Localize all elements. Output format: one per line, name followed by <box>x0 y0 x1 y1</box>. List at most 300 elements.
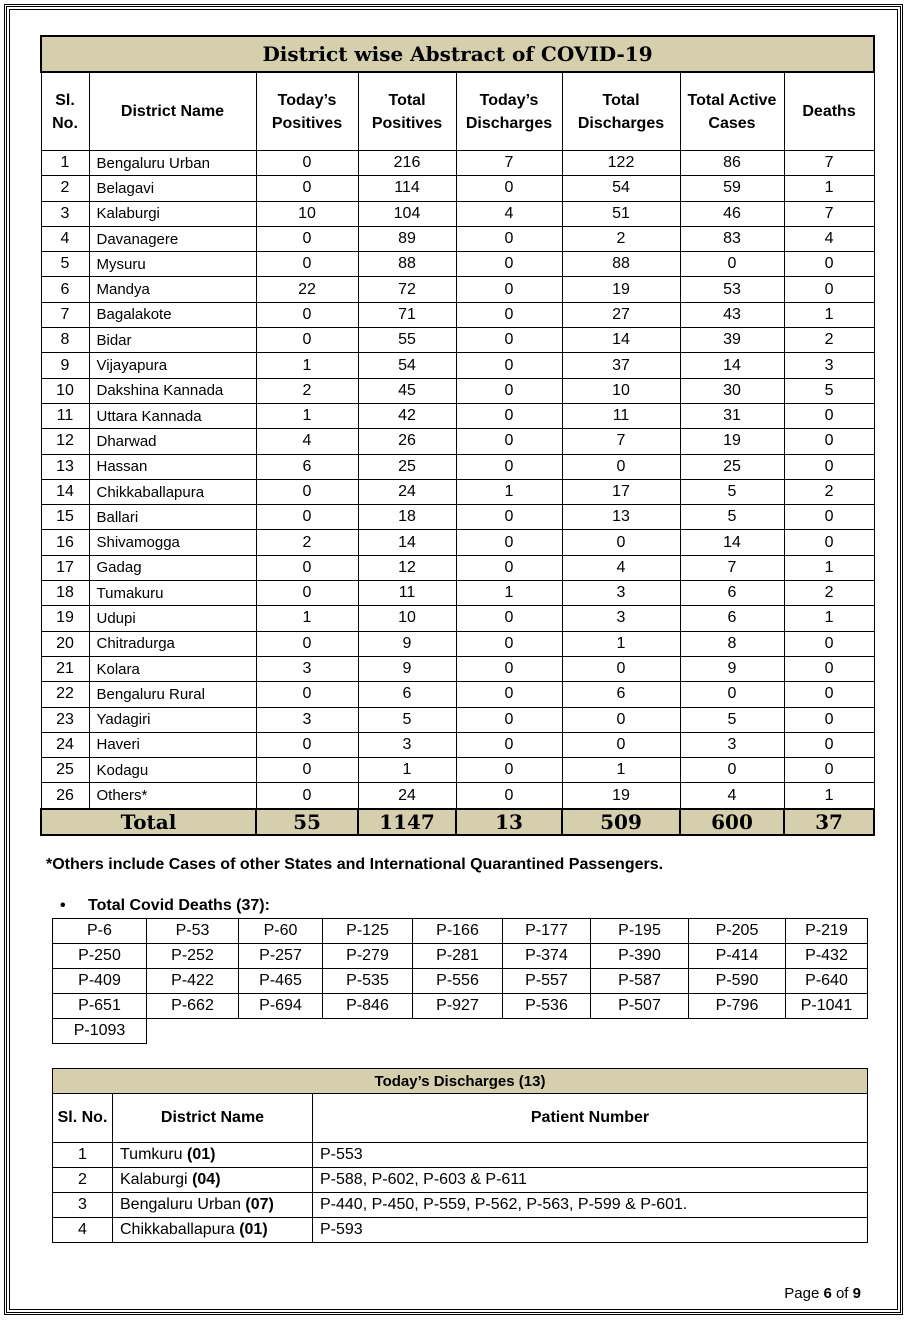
cell-total-discharges: 0 <box>562 732 680 757</box>
cell-total-discharges: 3 <box>562 606 680 631</box>
cell-active-cases: 14 <box>680 530 784 555</box>
cell-deaths: 1 <box>784 176 874 201</box>
cell-total-discharges: 54 <box>562 176 680 201</box>
cell-sl: 10 <box>41 378 89 403</box>
deaths-row <box>53 944 868 969</box>
death-patient-id: P-205 <box>689 919 786 944</box>
cell-todays-positives: 2 <box>256 530 358 555</box>
cell-todays-positives: 0 <box>256 732 358 757</box>
cell-district: Dharwad <box>89 429 256 454</box>
district-name: Kalaburgi <box>120 1171 188 1188</box>
cell-todays-discharges: 0 <box>456 631 562 656</box>
cell-total-positives: 9 <box>358 656 456 681</box>
cell-deaths: 0 <box>784 505 874 530</box>
cell-deaths: 0 <box>784 707 874 732</box>
footnote: *Others include Cases of other States and International Quarantined Passengers. <box>46 856 664 873</box>
cell-total-positives: 216 <box>358 151 456 176</box>
death-patient-id: P-166 <box>413 919 503 944</box>
cell-todays-positives: 1 <box>256 353 358 378</box>
death-patient-id: P-374 <box>503 944 591 969</box>
cell-todays-discharges: 0 <box>456 252 562 277</box>
table-row <box>41 454 874 479</box>
cell-todays-positives: 2 <box>256 378 358 403</box>
cell-deaths: 0 <box>784 252 874 277</box>
cell-deaths: 3 <box>784 353 874 378</box>
cell-patients: P-553 <box>313 1143 868 1168</box>
cell-district: Udupi <box>89 606 256 631</box>
cell-deaths: 0 <box>784 454 874 479</box>
cell-sl: 26 <box>41 783 89 809</box>
table-title: District wise Abstract of COVID-19 <box>41 36 874 72</box>
cell-deaths: 0 <box>784 682 874 707</box>
cell-sl: 2 <box>41 176 89 201</box>
cell-todays-discharges: 0 <box>456 707 562 732</box>
cell-district: Yadagiri <box>89 707 256 732</box>
total-row <box>41 809 874 835</box>
cell-deaths: 2 <box>784 581 874 606</box>
cell-deaths: 7 <box>784 151 874 176</box>
cell-active-cases: 0 <box>680 758 784 783</box>
table-row <box>41 378 874 403</box>
cell-total-discharges: 19 <box>562 783 680 809</box>
table-row <box>41 555 874 580</box>
cell-deaths: 0 <box>784 758 874 783</box>
death-patient-id: P-1041 <box>786 994 868 1019</box>
district-abstract-table <box>40 35 875 836</box>
cell-total-positives: 10 <box>358 606 456 631</box>
cell-active-cases: 25 <box>680 454 784 479</box>
cell-todays-discharges: 0 <box>456 505 562 530</box>
cell-todays-positives: 0 <box>256 226 358 251</box>
total-todays-positives: 55 <box>256 809 358 835</box>
cell-district: Bagalakote <box>89 302 256 327</box>
cell-todays-positives: 0 <box>256 783 358 809</box>
table-row <box>41 429 874 454</box>
table-row <box>41 403 874 428</box>
table-row <box>41 252 874 277</box>
deaths-table <box>52 918 868 1044</box>
col-header-total-discharges: Total Discharges <box>562 72 680 151</box>
cell-todays-discharges: 0 <box>456 403 562 428</box>
deaths-row <box>53 1019 868 1044</box>
cell-sl: 17 <box>41 555 89 580</box>
cell-total-discharges: 1 <box>562 631 680 656</box>
cell-active-cases: 46 <box>680 201 784 226</box>
death-patient-id: P-557 <box>503 969 591 994</box>
cell-total-positives: 6 <box>358 682 456 707</box>
cell-deaths: 7 <box>784 201 874 226</box>
page-sep: of <box>831 1285 853 1302</box>
death-patient-id: P-390 <box>591 944 689 969</box>
cell-district: Mandya <box>89 277 256 302</box>
cell-sl: 4 <box>53 1218 113 1243</box>
cell-district: Gadag <box>89 555 256 580</box>
cell-active-cases: 7 <box>680 555 784 580</box>
cell-total-discharges: 4 <box>562 555 680 580</box>
empty-cell <box>689 1019 786 1044</box>
death-patient-id: P-927 <box>413 994 503 1019</box>
cell-sl: 3 <box>41 201 89 226</box>
col-header-total-positives: Total Positives <box>358 72 456 151</box>
cell-active-cases: 3 <box>680 732 784 757</box>
table-row <box>41 707 874 732</box>
cell-sl: 3 <box>53 1193 113 1218</box>
cell-todays-positives: 22 <box>256 277 358 302</box>
cell-total-positives: 14 <box>358 530 456 555</box>
cell-todays-discharges: 1 <box>456 581 562 606</box>
table-row <box>41 758 874 783</box>
death-patient-id: P-1093 <box>53 1019 147 1044</box>
page-prefix: Page <box>784 1285 824 1302</box>
page-total: 9 <box>852 1285 861 1302</box>
cell-deaths: 0 <box>784 429 874 454</box>
col-header-todays-positives: Today’s Positives <box>256 72 358 151</box>
cell-sl: 24 <box>41 732 89 757</box>
cell-district: Uttara Kannada <box>89 403 256 428</box>
death-patient-id: P-53 <box>147 919 239 944</box>
cell-sl: 25 <box>41 758 89 783</box>
cell-total-positives: 9 <box>358 631 456 656</box>
table-row <box>41 581 874 606</box>
cell-total-discharges: 6 <box>562 682 680 707</box>
cell-todays-discharges: 0 <box>456 226 562 251</box>
district-name: Chikkaballapura <box>120 1221 235 1238</box>
cell-active-cases: 43 <box>680 302 784 327</box>
cell-district: Chikkaballapura <box>89 479 256 504</box>
death-patient-id: P-535 <box>323 969 413 994</box>
cell-deaths: 2 <box>784 328 874 353</box>
table-row <box>41 226 874 251</box>
cell-deaths: 1 <box>784 606 874 631</box>
cell-deaths: 1 <box>784 555 874 580</box>
cell-todays-positives: 0 <box>256 631 358 656</box>
cell-total-positives: 25 <box>358 454 456 479</box>
cell-total-discharges: 0 <box>562 454 680 479</box>
total-total-positives: 1147 <box>358 809 456 835</box>
cell-deaths: 0 <box>784 656 874 681</box>
cell-sl: 11 <box>41 403 89 428</box>
cell-sl: 16 <box>41 530 89 555</box>
cell-active-cases: 6 <box>680 581 784 606</box>
cell-active-cases: 4 <box>680 783 784 809</box>
empty-cell <box>413 1019 503 1044</box>
cell-district: Kolara <box>89 656 256 681</box>
cell-todays-discharges: 0 <box>456 606 562 631</box>
cell-todays-discharges: 0 <box>456 429 562 454</box>
table-row <box>41 732 874 757</box>
deaths-heading <box>60 897 270 915</box>
cell-todays-positives: 0 <box>256 151 358 176</box>
cell-total-positives: 89 <box>358 226 456 251</box>
empty-cell <box>591 1019 689 1044</box>
cell-district: Others* <box>89 783 256 809</box>
table-row <box>41 277 874 302</box>
death-patient-id: P-409 <box>53 969 147 994</box>
discharge-count: (01) <box>239 1221 268 1238</box>
cell-total-positives: 104 <box>358 201 456 226</box>
death-patient-id: P-507 <box>591 994 689 1019</box>
cell-todays-positives: 0 <box>256 505 358 530</box>
cell-district <box>113 1193 313 1218</box>
cell-total-positives: 24 <box>358 479 456 504</box>
cell-district: Bengaluru Urban <box>89 151 256 176</box>
cell-district: Kalaburgi <box>89 201 256 226</box>
empty-cell <box>239 1019 323 1044</box>
cell-todays-positives: 0 <box>256 682 358 707</box>
death-patient-id: P-422 <box>147 969 239 994</box>
cell-todays-discharges: 0 <box>456 732 562 757</box>
cell-district: Bidar <box>89 328 256 353</box>
table-row <box>41 201 874 226</box>
cell-total-positives: 55 <box>358 328 456 353</box>
cell-total-discharges: 19 <box>562 277 680 302</box>
cell-total-positives: 24 <box>358 783 456 809</box>
cell-todays-positives: 0 <box>256 581 358 606</box>
total-total-discharges: 509 <box>562 809 680 835</box>
col-header-district: District Name <box>113 1094 313 1143</box>
cell-todays-discharges: 0 <box>456 353 562 378</box>
table-row <box>41 606 874 631</box>
cell-total-positives: 42 <box>358 403 456 428</box>
cell-sl: 1 <box>53 1143 113 1168</box>
cell-total-positives: 45 <box>358 378 456 403</box>
cell-sl: 1 <box>41 151 89 176</box>
col-header-sl: Sl. No. <box>41 72 89 151</box>
cell-active-cases: 86 <box>680 151 784 176</box>
cell-patients: P-593 <box>313 1218 868 1243</box>
table-row <box>41 783 874 809</box>
table-row <box>41 353 874 378</box>
cell-active-cases: 0 <box>680 252 784 277</box>
cell-todays-discharges: 0 <box>456 176 562 201</box>
cell-todays-positives: 6 <box>256 454 358 479</box>
cell-todays-discharges: 0 <box>456 758 562 783</box>
cell-total-discharges: 11 <box>562 403 680 428</box>
cell-active-cases: 14 <box>680 353 784 378</box>
cell-total-positives: 26 <box>358 429 456 454</box>
cell-district <box>113 1168 313 1193</box>
death-patient-id: P-640 <box>786 969 868 994</box>
cell-district: Dakshina Kannada <box>89 378 256 403</box>
cell-district: Hassan <box>89 454 256 479</box>
death-patient-id: P-536 <box>503 994 591 1019</box>
cell-total-positives: 71 <box>358 302 456 327</box>
cell-sl: 22 <box>41 682 89 707</box>
cell-todays-discharges: 0 <box>456 454 562 479</box>
cell-district: Vijayapura <box>89 353 256 378</box>
cell-total-discharges: 0 <box>562 656 680 681</box>
cell-todays-discharges: 0 <box>456 277 562 302</box>
cell-total-discharges: 10 <box>562 378 680 403</box>
table-row <box>41 302 874 327</box>
cell-district: Mysuru <box>89 252 256 277</box>
cell-active-cases: 39 <box>680 328 784 353</box>
col-header-sl: Sl. No. <box>53 1094 113 1143</box>
cell-active-cases: 83 <box>680 226 784 251</box>
cell-sl: 19 <box>41 606 89 631</box>
cell-todays-positives: 3 <box>256 707 358 732</box>
page-current: 6 <box>823 1285 832 1302</box>
cell-sl: 4 <box>41 226 89 251</box>
col-header-district: District Name <box>89 72 256 151</box>
cell-todays-positives: 4 <box>256 429 358 454</box>
cell-sl: 8 <box>41 328 89 353</box>
cell-deaths: 0 <box>784 631 874 656</box>
cell-active-cases: 19 <box>680 429 784 454</box>
cell-total-positives: 88 <box>358 252 456 277</box>
discharge-row <box>53 1143 868 1168</box>
cell-district: Shivamogga <box>89 530 256 555</box>
deaths-row <box>53 994 868 1019</box>
cell-active-cases: 9 <box>680 656 784 681</box>
discharges-table <box>52 1068 868 1243</box>
cell-total-discharges: 3 <box>562 581 680 606</box>
cell-todays-discharges: 1 <box>456 479 562 504</box>
table-row <box>41 176 874 201</box>
death-patient-id: P-432 <box>786 944 868 969</box>
cell-todays-positives: 0 <box>256 302 358 327</box>
cell-sl: 6 <box>41 277 89 302</box>
cell-total-positives: 12 <box>358 555 456 580</box>
cell-todays-positives: 0 <box>256 479 358 504</box>
death-patient-id: P-556 <box>413 969 503 994</box>
cell-todays-discharges: 0 <box>456 530 562 555</box>
cell-total-positives: 5 <box>358 707 456 732</box>
cell-sl: 23 <box>41 707 89 732</box>
cell-total-positives: 1 <box>358 758 456 783</box>
death-patient-id: P-846 <box>323 994 413 1019</box>
death-patient-id: P-177 <box>503 919 591 944</box>
total-label: Total <box>41 809 256 835</box>
cell-todays-discharges: 0 <box>456 328 562 353</box>
cell-active-cases: 0 <box>680 682 784 707</box>
district-name: Bengaluru Urban <box>120 1196 241 1213</box>
cell-district: Ballari <box>89 505 256 530</box>
death-patient-id: P-6 <box>53 919 147 944</box>
cell-deaths: 1 <box>784 783 874 809</box>
cell-todays-positives: 0 <box>256 758 358 783</box>
cell-todays-positives: 0 <box>256 555 358 580</box>
death-patient-id: P-587 <box>591 969 689 994</box>
total-todays-discharges: 13 <box>456 809 562 835</box>
cell-todays-discharges: 4 <box>456 201 562 226</box>
empty-cell <box>323 1019 413 1044</box>
cell-todays-positives: 0 <box>256 328 358 353</box>
cell-todays-discharges: 0 <box>456 378 562 403</box>
death-patient-id: P-465 <box>239 969 323 994</box>
cell-active-cases: 59 <box>680 176 784 201</box>
discharge-count: (07) <box>245 1196 274 1213</box>
discharge-row <box>53 1193 868 1218</box>
cell-active-cases: 30 <box>680 378 784 403</box>
total-active-cases: 600 <box>680 809 784 835</box>
cell-sl: 2 <box>53 1168 113 1193</box>
cell-todays-discharges: 0 <box>456 555 562 580</box>
cell-sl: 15 <box>41 505 89 530</box>
cell-todays-discharges: 0 <box>456 783 562 809</box>
cell-deaths: 0 <box>784 403 874 428</box>
cell-total-discharges: 17 <box>562 479 680 504</box>
cell-total-discharges: 7 <box>562 429 680 454</box>
cell-total-discharges: 13 <box>562 505 680 530</box>
cell-active-cases: 5 <box>680 707 784 732</box>
cell-total-discharges: 27 <box>562 302 680 327</box>
table-row <box>41 151 874 176</box>
death-patient-id: P-252 <box>147 944 239 969</box>
cell-total-discharges: 14 <box>562 328 680 353</box>
death-patient-id: P-590 <box>689 969 786 994</box>
cell-total-discharges: 51 <box>562 201 680 226</box>
cell-todays-positives: 3 <box>256 656 358 681</box>
cell-active-cases: 53 <box>680 277 784 302</box>
bullet-icon: • <box>60 897 66 914</box>
empty-cell <box>503 1019 591 1044</box>
cell-district: Tumakuru <box>89 581 256 606</box>
cell-todays-discharges: 7 <box>456 151 562 176</box>
cell-sl: 12 <box>41 429 89 454</box>
cell-total-discharges: 88 <box>562 252 680 277</box>
cell-todays-positives: 0 <box>256 252 358 277</box>
district-name: Tumkuru <box>120 1146 183 1163</box>
table-row <box>41 530 874 555</box>
cell-sl: 18 <box>41 581 89 606</box>
table-row <box>41 328 874 353</box>
table-row <box>41 656 874 681</box>
death-patient-id: P-125 <box>323 919 413 944</box>
cell-todays-discharges: 0 <box>456 682 562 707</box>
discharge-count: (01) <box>186 1146 216 1163</box>
cell-district: Haveri <box>89 732 256 757</box>
cell-sl: 13 <box>41 454 89 479</box>
cell-total-discharges: 122 <box>562 151 680 176</box>
death-patient-id: P-662 <box>147 994 239 1019</box>
cell-district <box>113 1143 313 1168</box>
cell-todays-positives: 1 <box>256 403 358 428</box>
cell-total-positives: 18 <box>358 505 456 530</box>
cell-total-discharges: 1 <box>562 758 680 783</box>
cell-district: Belagavi <box>89 176 256 201</box>
empty-cell <box>786 1019 868 1044</box>
cell-district: Davanagere <box>89 226 256 251</box>
cell-deaths: 0 <box>784 530 874 555</box>
death-patient-id: P-796 <box>689 994 786 1019</box>
cell-total-positives: 72 <box>358 277 456 302</box>
cell-todays-discharges: 0 <box>456 656 562 681</box>
death-patient-id: P-195 <box>591 919 689 944</box>
cell-deaths: 5 <box>784 378 874 403</box>
cell-total-positives: 11 <box>358 581 456 606</box>
death-patient-id: P-279 <box>323 944 413 969</box>
cell-district: Chitradurga <box>89 631 256 656</box>
death-patient-id: P-257 <box>239 944 323 969</box>
cell-total-discharges: 2 <box>562 226 680 251</box>
cell-district: Kodagu <box>89 758 256 783</box>
cell-total-positives: 114 <box>358 176 456 201</box>
death-patient-id: P-651 <box>53 994 147 1019</box>
death-patient-id: P-414 <box>689 944 786 969</box>
col-header-patients: Patient Number <box>313 1094 868 1143</box>
cell-sl: 21 <box>41 656 89 681</box>
death-patient-id: P-281 <box>413 944 503 969</box>
cell-sl: 9 <box>41 353 89 378</box>
deaths-row <box>53 969 868 994</box>
discharge-row <box>53 1168 868 1193</box>
death-patient-id: P-219 <box>786 919 868 944</box>
cell-deaths: 4 <box>784 226 874 251</box>
discharge-count: (04) <box>192 1171 221 1188</box>
table-row <box>41 682 874 707</box>
cell-active-cases: 8 <box>680 631 784 656</box>
